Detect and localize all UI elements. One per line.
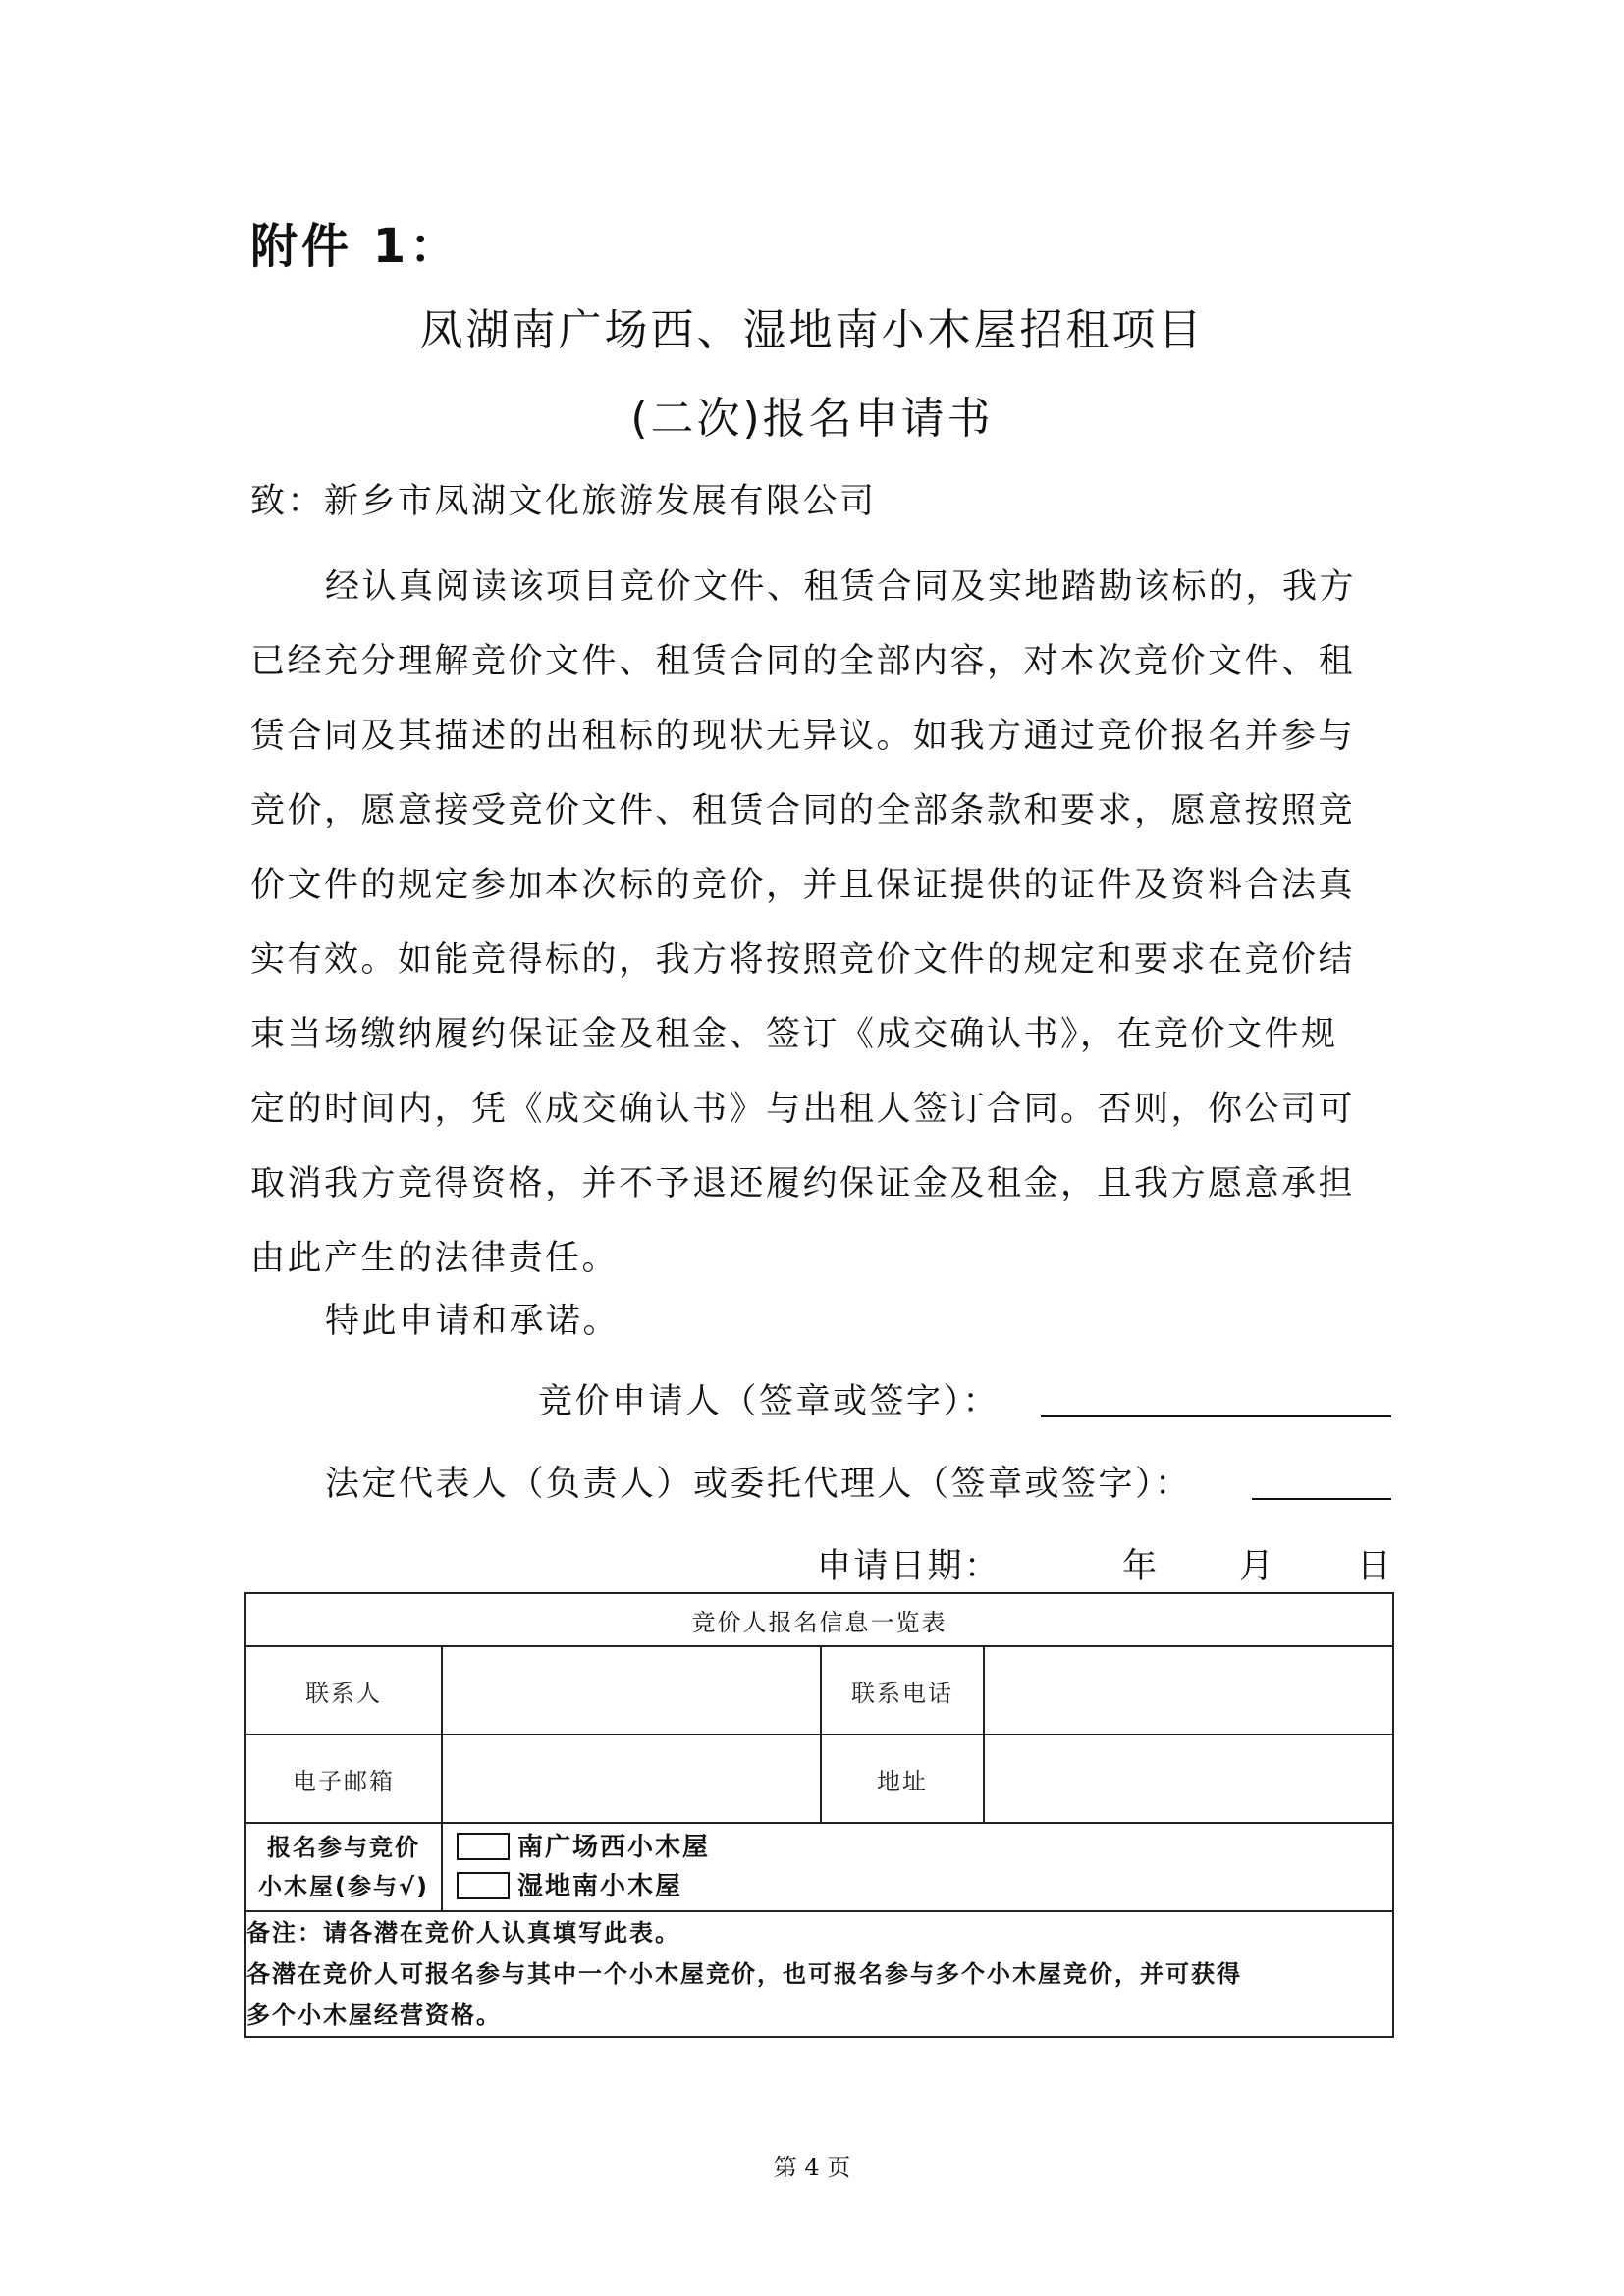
cabin-options — [442, 1823, 1393, 1911]
checkbox-south-square-west[interactable] — [457, 1833, 510, 1860]
address-label: 地址 — [821, 1735, 984, 1823]
declaration-paragraph — [250, 550, 1389, 1296]
email-label: 电子邮箱 — [245, 1735, 442, 1823]
closing-statement: 特此申请和承诺。 — [325, 1302, 621, 1341]
checkbox-wetland-south[interactable] — [457, 1872, 510, 1899]
paragraph-line: 实有效。如能竞得标的，我方将按照竞价文件的规定和要求在竞价结 — [250, 940, 1356, 980]
attachment-label: 附件 1： — [250, 219, 461, 274]
cabin-choice-label-line1: 报名参与竞价 — [267, 1834, 420, 1861]
representative-signature-line[interactable] — [1252, 1498, 1391, 1500]
paragraph-line: 竞价，愿意接受竞价文件、租赁合同的全部条款和要求，愿意按照竞 — [250, 791, 1356, 830]
page-number: 第 4 页 — [773, 2154, 851, 2181]
date-year-label: 年 — [1122, 1547, 1158, 1586]
paragraph-line: 经认真阅读该项目竞价文件、租赁合同及实地踏勘该标的，我方 — [325, 567, 1357, 607]
cabin-option-south-square-west[interactable] — [443, 1828, 1392, 1867]
cabin-choice-label-line2: 小木屋(参与√) — [258, 1873, 429, 1900]
date-month-label: 月 — [1239, 1547, 1274, 1586]
date-day-label: 日 — [1357, 1547, 1392, 1586]
email-field[interactable] — [442, 1735, 821, 1823]
bidder-info-table — [244, 1592, 1394, 2038]
paragraph-line: 定的时间内，凭《成交确认书》与出租人签订合同。否则，你公司可 — [250, 1090, 1356, 1129]
applicant-signature-line[interactable] — [1041, 1415, 1391, 1417]
addressee: 致：新乡市凤湖文化旅游发展有限公司 — [250, 482, 877, 521]
paragraph-line: 束当场缴纳履约保证金及租金、签订《成交确认书》，在竞价文件规 — [250, 1015, 1338, 1054]
paragraph-line: 取消我方竞得资格，并不予退还履约保证金及租金，且我方愿意承担 — [250, 1164, 1356, 1203]
phone-label: 联系电话 — [821, 1646, 984, 1735]
paragraph-line: 赁合同及其描述的出租标的现状无异议。如我方通过竞价报名并参与 — [250, 717, 1356, 756]
paragraph-line: 已经充分理解竞价文件、租赁合同的全部内容，对本次竞价文件、租 — [250, 642, 1356, 681]
cabin-choice-label — [245, 1823, 442, 1911]
table-title: 竞价人报名信息一览表 — [245, 1593, 1393, 1646]
contact-field[interactable] — [442, 1646, 821, 1735]
paragraph-line: 由此产生的法律责任。 — [250, 1239, 620, 1278]
application-date-label: 申请日期： — [817, 1547, 1001, 1586]
cabin-option-label: 南广场西小木屋 — [517, 1833, 711, 1862]
applicant-signature-label: 竞价申请人（签章或签字）： — [538, 1382, 1001, 1421]
paragraph-line: 价文件的规定参加本次标的竞价，并且保证提供的证件及资料合法真 — [250, 866, 1356, 905]
remark-line: 多个小木屋经营资格。 — [246, 2002, 502, 2029]
remark-line: 各潜在竞价人可报名参与其中一个小木屋竞价，也可报名参与多个小木屋竞价，并可获得 — [246, 1960, 1242, 1988]
document-title-line1: 凤湖南广场西、湿地南小木屋招租项目 — [419, 305, 1205, 355]
contact-label: 联系人 — [245, 1646, 442, 1735]
cabin-option-wetland-south[interactable] — [443, 1867, 1392, 1906]
phone-field[interactable] — [984, 1646, 1393, 1735]
cabin-option-label: 湿地南小木屋 — [517, 1872, 683, 1901]
address-field[interactable] — [984, 1735, 1393, 1823]
document-title-line2: (二次)报名申请书 — [630, 394, 994, 444]
remark-line: 备注：请各潜在竞价人认真填写此表。 — [246, 1919, 680, 1947]
representative-signature-label: 法定代表人（负责人）或委托代理人（签章或签字）： — [325, 1465, 1192, 1504]
table-remark — [245, 1911, 1393, 2037]
